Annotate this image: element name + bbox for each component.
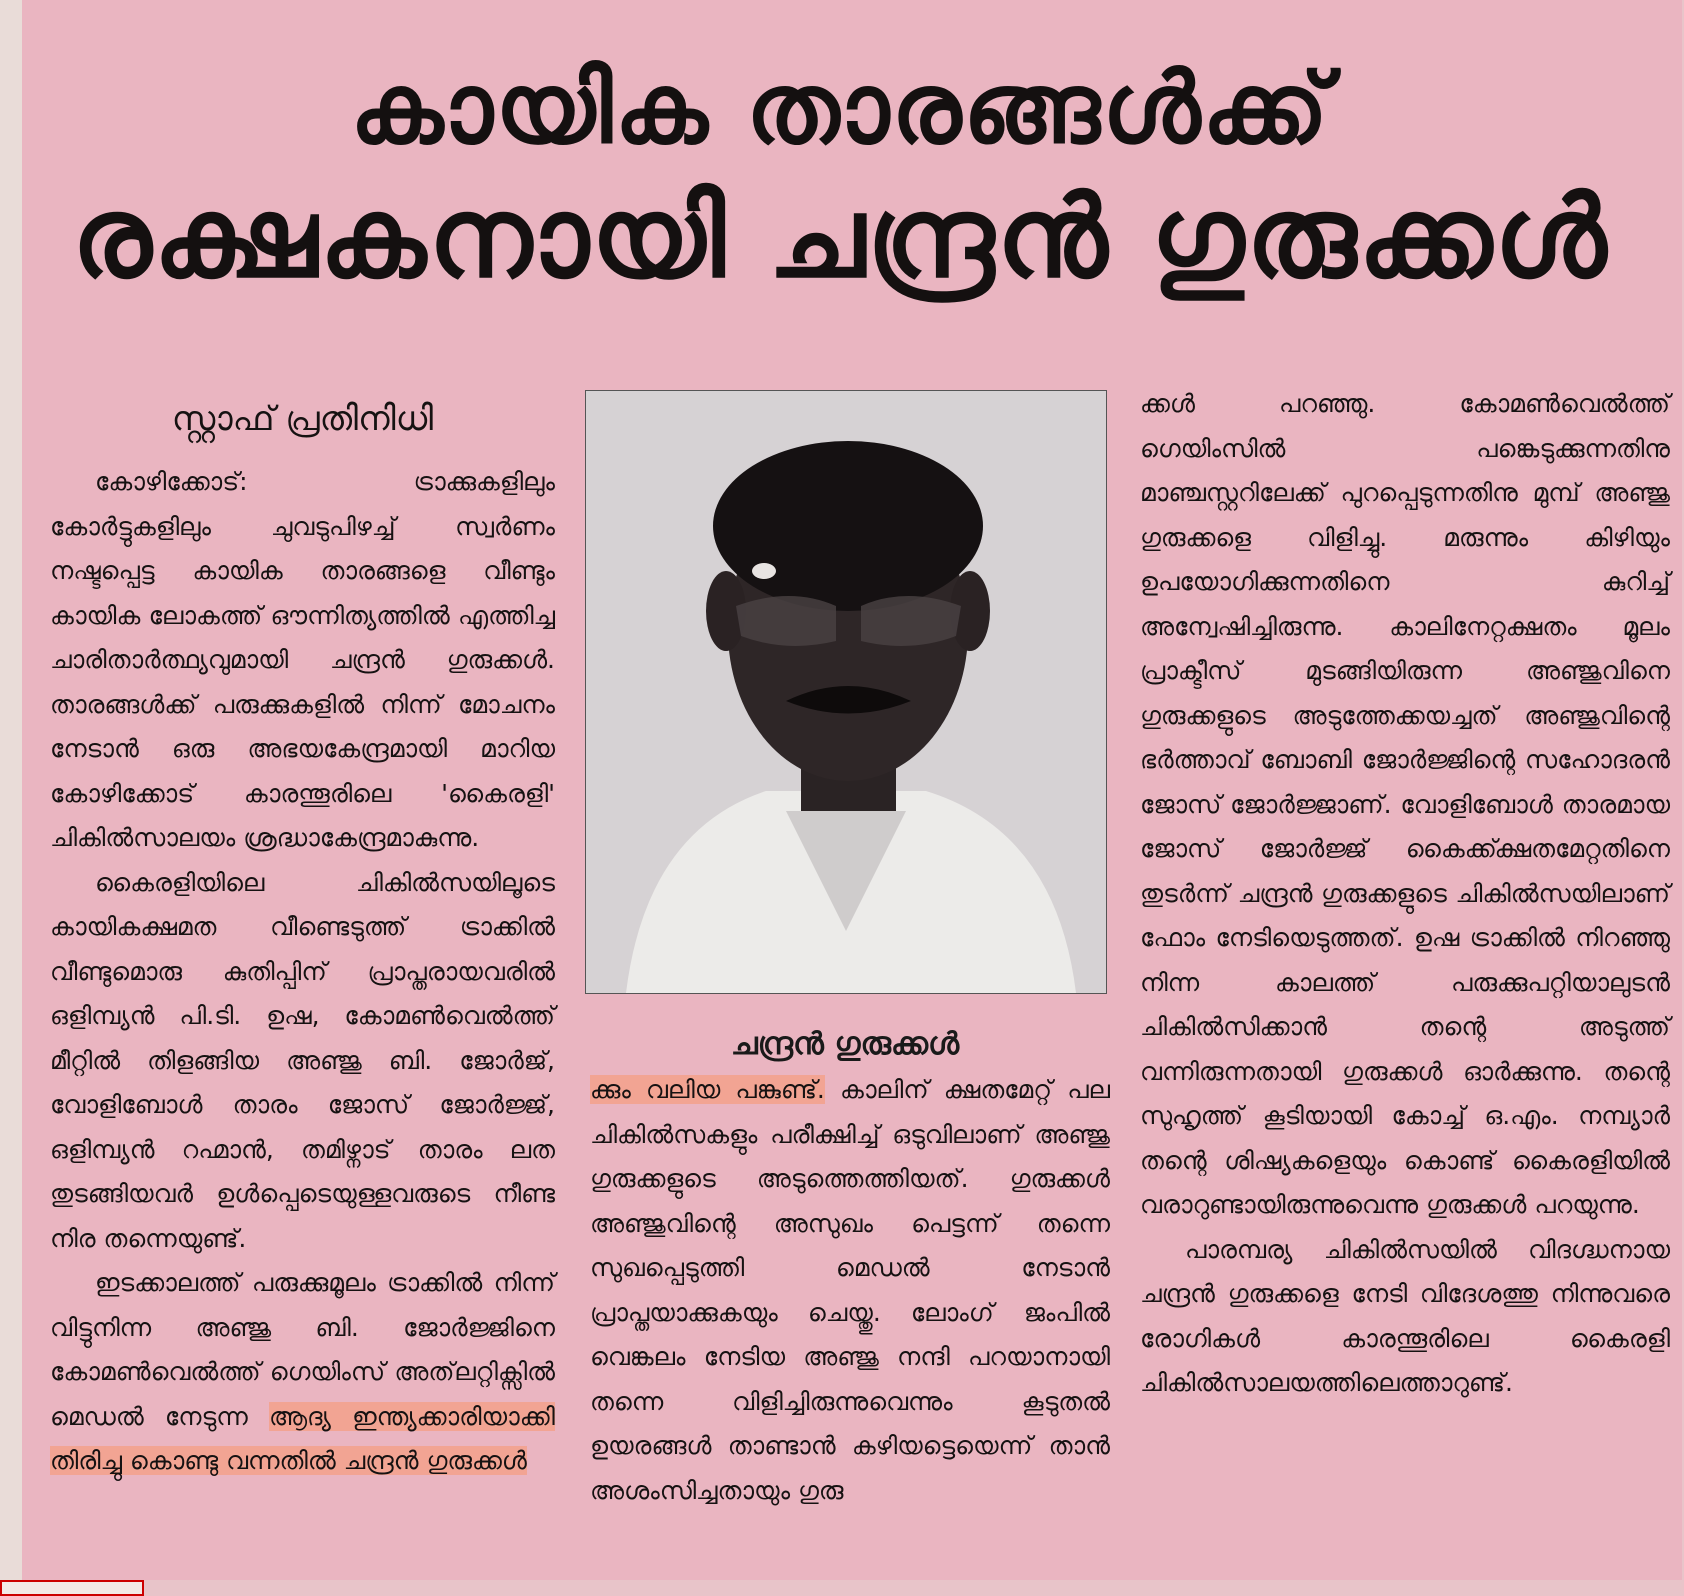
headline-line-2: രക്ഷകനായി ചന്ദ്രൻ ഗുരുക്കൾ — [71, 173, 1609, 303]
paragraph: കോഴിക്കോട്: ട്രാക്കുകളിലും കോർട്ടുകളിലും ചുവടുപിഴച്ച് സ്വർണം നഷ്ടപ്പെട്ട കായിക താരങ്ങളെ വീണ്ടും കായിക ലോകത്ത് ഔന്നിത്യത്തിൽ എത്തിച്ച ചാരിതാർത്ഥ്യവുമായി ചന്ദ്രൻ ഗുരുക്കൾ. താരങ്ങൾക്ക് പരുക്കുകളിൽ നിന്ന് മോചനം നേടാൻ ഒരു അഭയകേന്ദ്രമായി മാറിയ കോഴിക്കോട് കാരന്തൂരിലെ 'കൈരളി' ചികിൽസാലയം ശ്രദ്ധാകേന്ദ്രമാകുന്നു. — [50, 467, 555, 852]
paragraph — [590, 1068, 1110, 1513]
highlighted-text: ക്കും വലിയ പങ്കുണ്ട്. — [590, 1075, 825, 1104]
paragraph: കൈരളിയിലെ ചികിൽസയിലൂടെ കായികക്ഷമത വീണ്ടെടുത്ത് ട്രാക്കിൽ വീണ്ടുമൊരു കുതിപ്പിന് പ്രാപ്തരായവരിൽ ഒളിമ്പ്യൻ പി.ടി. ഉഷ, കോമൺവെൽത്ത് മീറ്റിൽ തിളങ്ങിയ അഞ്ജു ബി. ജോർജ്, വോളിബോൾ താരം ജോസ് ജോർജ്ജ്, ഒളിമ്പ്യൻ റഹ്മാൻ, തമിഴ്നാട് താരം ലത തുടങ്ങിയവർ ഉൾപ്പെടെയുള്ളവരുടെ നീണ്ട നിര തന്നെയുണ്ട്. — [50, 867, 555, 1253]
scan-edge — [0, 0, 22, 1592]
headline — [40, 50, 1640, 308]
text-run: ഇടക്കാലത്ത് പരുക്കുമൂലം ട്രാക്കിൽ നിന്ന് വിട്ടുനിന്ന അഞ്ജു ബി. ജോർജ്ജിനെ കോമൺവെൽത്ത് ഗെയിംസ് അത്‌ലറ്റിക്സിൽ മെഡൽ നേടുന്ന — [50, 1268, 555, 1431]
paragraph: പാരമ്പര്യ ചികിൽസയിൽ വിദഗ്ദ്ധനായ ചന്ദ്രൻ ഗുരുക്കളെ നേടി വിദേശത്തു നിന്നുവരെ രോഗികൾ കാരന്തൂരിലെ കൈരളി ചികിൽസാലയത്തിലെത്താറുണ്ട്. — [1140, 1234, 1670, 1397]
paragraph — [50, 1261, 555, 1484]
text-run: കാലിന് ക്ഷതമേറ്റ് പല ചികിൽസകളും പരീക്ഷിച്ച് ഒടുവിലാണ് അഞ്ജു ഗുരുക്കളുടെ അടുത്തെത്തിയത്. ഗുരുക്കൾ അഞ്ജുവിന്റെ അസുഖം പെട്ടന്ന് തന്നെ സുഖപ്പെടുത്തി മെഡൽ നേടാൻ പ്രാപ്തയാക്കുകയും ചെയ്തു. ലോംഗ് ജംപിൽ വെങ്കലം നേടിയ അഞ്ജു നന്ദി പറയാനായി തന്നെ വിളിച്ചിരുന്നുവെന്നും കൂടുതൽ ഉയരങ്ങൾ താണ്ടാൻ കഴിയട്ടെയെന്ന് താൻ അശംസിച്ചതായും ഗുരു — [590, 1075, 1110, 1505]
column-2 — [590, 1068, 1110, 1513]
column-3 — [1140, 382, 1670, 1406]
scan-margin-mark — [0, 1580, 144, 1596]
byline: സ്റ്റാഫ് പ്രതിനിധി — [171, 399, 434, 439]
column-1 — [50, 392, 555, 1484]
portrait-image — [586, 391, 1106, 993]
headline-line-1: കായിക താരങ്ങൾക്ക് — [349, 52, 1331, 166]
paragraph: ക്കൾ പറഞ്ഞു. കോമൺവെൽത്ത് ഗെയിംസിൽ പങ്കെടുക്കുന്നതിനു മാഞ്ചസ്റ്ററിലേക്ക് പുറപ്പെടുന്നതിനു മുമ്പ് അഞ്ജു ഗുരുക്കളെ വിളിച്ചു. മരുന്നും കിഴിയും ഉപയോഗിക്കുന്നതിനെ കുറിച്ച് അന്വേഷിച്ചിരുന്നു. കാലിനേറ്റക്ഷതം മൂലം പ്രാക്ടീസ് മുടങ്ങിയിരുന്ന അഞ്ജുവിനെ ഗുരുക്കളുടെ അടുത്തേക്കയച്ചത് അഞ്ജുവിന്റെ ഭർത്താവ് ബോബി ജോർജ്ജിന്റെ സഹോദരൻ ജോസ് ജോർജ്ജാണ്. വോളിബോൾ താരമായ ജോസ് ജോർജ്ജ് കൈക്ക്ക്ഷതമേറ്റതിനെ തുടർന്ന് ചന്ദ്രൻ ഗുരുക്കളുടെ ചികിൽസയിലാണ് ഫോം നേടിയെടുത്തത്. ഉഷ ട്രാക്കിൽ നിറഞ്ഞു നിന്ന കാലത്ത് പരുക്കുപറ്റിയാലുടൻ ചികിൽസിക്കാൻ തന്റെ അടുത്ത് വന്നിരുന്നതായി ഗുരുക്കൾ ഓർക്കുന്നു. തന്റെ സുഹൃത്ത് കൂടിയായി കോച്ച് ഒ.എം. നമ്പ്യാർ തന്റെ ശിഷ്യകളെയും കൊണ്ട് കൈരളിയിൽ വരാറുണ്ടായിരുന്നുവെന്നു ഗുരുക്കൾ പറയുന്നു. — [1140, 389, 1670, 1219]
photo-caption: ചന്ദ്രൻ ഗുരുക്കൾ — [730, 1026, 960, 1062]
highlighted-text: ആദ്യ ഇന്ത്യക്കാരിയാക്കി തിരിച്ചു കൊണ്ടു വന്നതിൽ ചന്ദ്രൻ ഗുരുക്കൾ — [50, 1401, 555, 1475]
portrait-photo — [585, 390, 1107, 994]
